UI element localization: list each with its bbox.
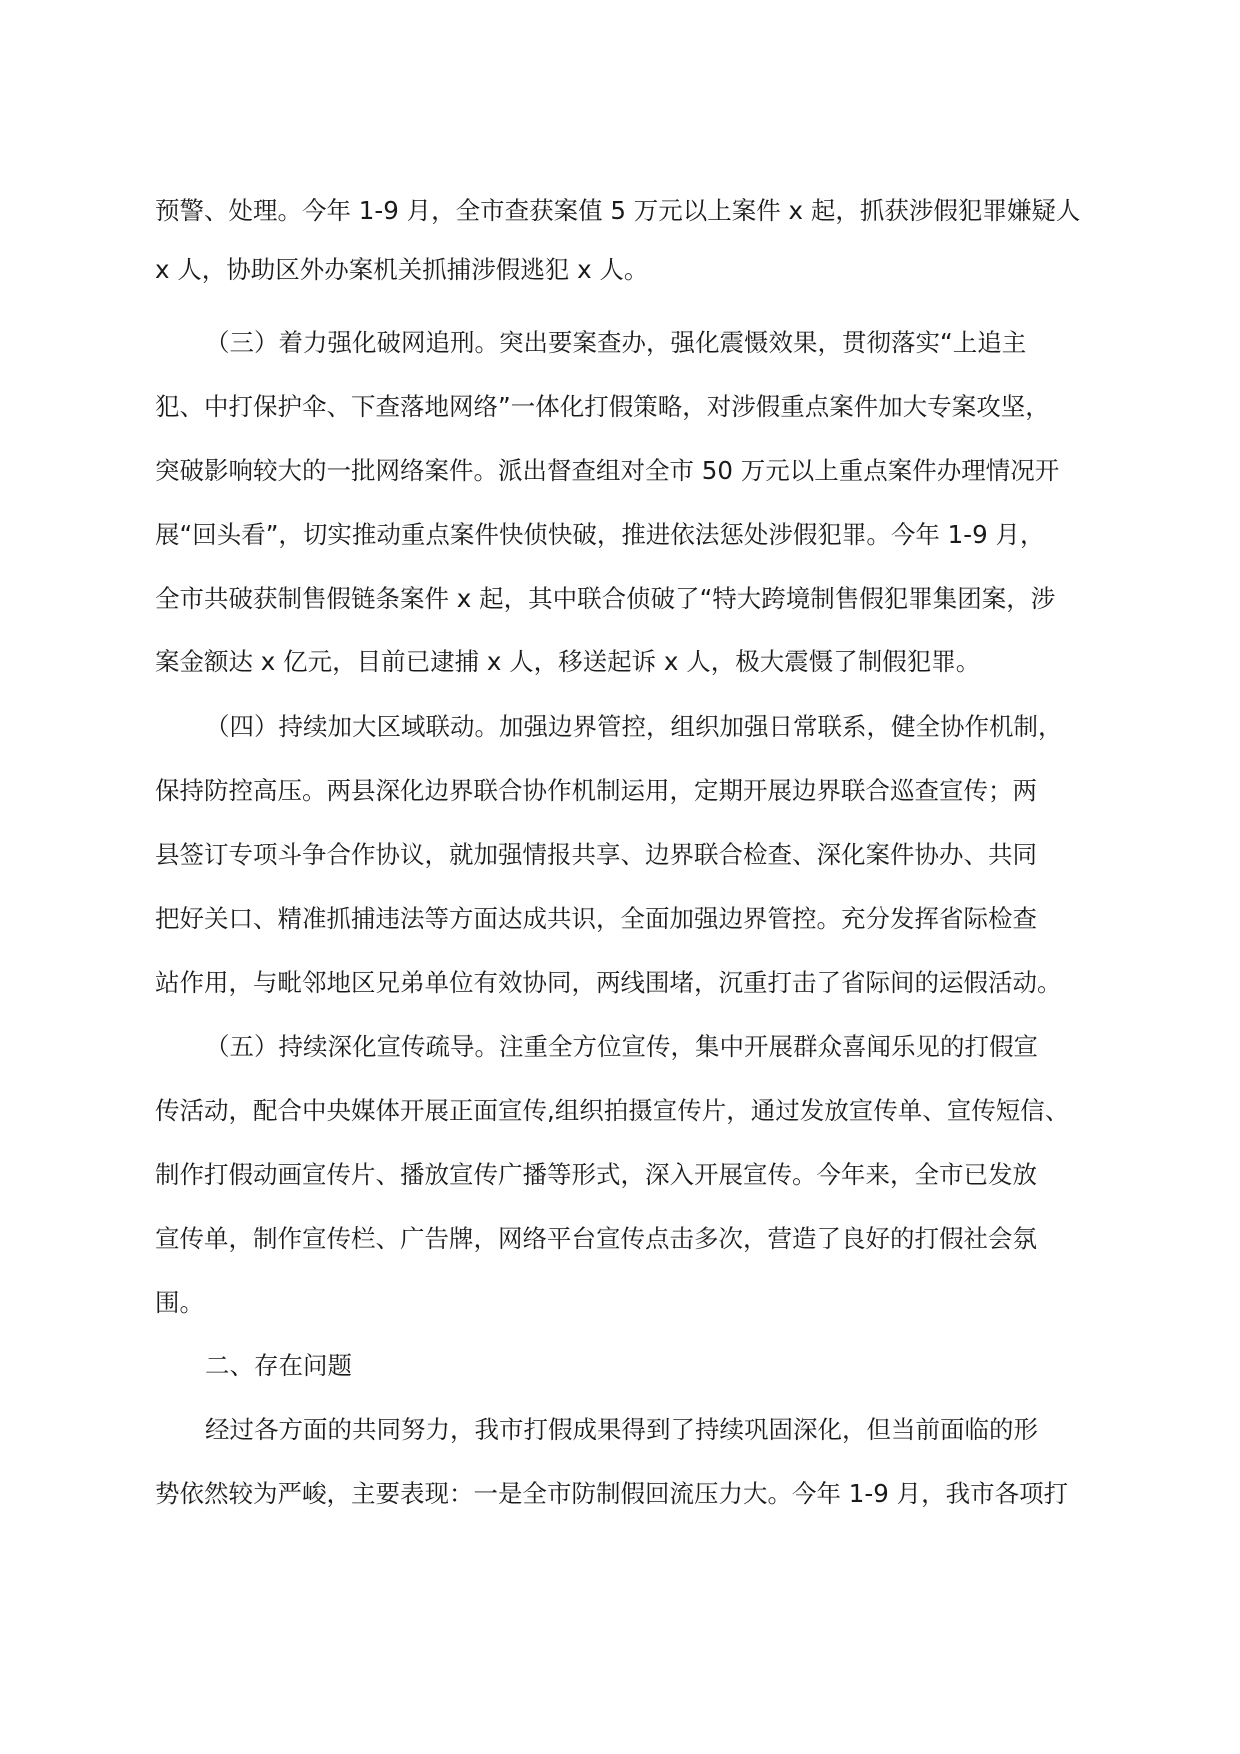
section-heading: 二、存在问题 xyxy=(205,1351,352,1380)
text-line: 把好关口、精准抓捕违法等方面达成共识，全面加强边界管控。充分发挥省际检查 xyxy=(155,904,1037,933)
text-line: 预警、处理。今年 1-9 月，全市查获案值 5 万元以上案件 x 起，抓获涉假犯罪嫌疑人 xyxy=(155,196,1081,225)
text-line: 围。 xyxy=(155,1288,204,1317)
paragraph-5-start: （五）持续深化宣传疏导。注重全方位宣传，集中开展群众喜闻乐见的打假宣 xyxy=(205,1032,1038,1061)
text-line: 展“回头看”，切实推动重点案件快侦快破，推进依法惩处涉假犯罪。今年 1-9 月， xyxy=(155,520,1045,549)
text-line: 犯、中打保护伞、下查落地网络”一体化打假策略，对涉假重点案件加大专案攻坚， xyxy=(155,392,1050,421)
text-line: x 人，协助区外办案机关抓捕涉假逃犯 x 人。 xyxy=(155,255,649,284)
paragraph-3-start: （三）着力强化破网追刑。突出要案查办，强化震慑效果，贯彻落实“上追主 xyxy=(205,328,1027,357)
text-line: 站作用，与毗邻地区兄弟单位有效协同，两线围堵，沉重打击了省际间的运假活动。 xyxy=(155,968,1062,997)
text-line: 传活动，配合中央媒体开展正面宣传,组织拍摄宣传片，通过发放宣传单、宣传短信、 xyxy=(155,1096,1070,1125)
text-line: 突破影响较大的一批网络案件。派出督查组对全市 50 万元以上重点案件办理情况开 xyxy=(155,456,1060,485)
text-line: 势依然较为严峻，主要表现：一是全市防制假回流压力大。今年 1-9 月，我市各项打 xyxy=(155,1479,1069,1508)
text-line: 县签订专项斗争合作协议，就加强情报共享、边界联合检查、深化案件协办、共同 xyxy=(155,840,1037,869)
text-line: 全市共破获制售假链条案件 x 起，其中联合侦破了“特大跨境制售假犯罪集团案，涉 xyxy=(155,584,1056,613)
text-line: 保持防控高压。两县深化边界联合协作机制运用，定期开展边界联合巡查宣传；两 xyxy=(155,776,1037,805)
paragraph-4-start: （四）持续加大区域联动。加强边界管控，组织加强日常联系，健全协作机制， xyxy=(205,712,1063,741)
text-line: 宣传单，制作宣传栏、广告牌，网络平台宣传点击多次，营造了良好的打假社会氛 xyxy=(155,1224,1037,1253)
paragraph-start: 经过各方面的共同努力，我市打假成果得到了持续巩固深化，但当前面临的形 xyxy=(205,1415,1038,1444)
text-line: 制作打假动画宣传片、播放宣传广播等形式，深入开展宣传。今年来，全市已发放 xyxy=(155,1160,1037,1189)
text-line: 案金额达 x 亿元，目前已逮捕 x 人，移送起诉 x 人，极大震慑了制假犯罪。 xyxy=(155,647,981,676)
